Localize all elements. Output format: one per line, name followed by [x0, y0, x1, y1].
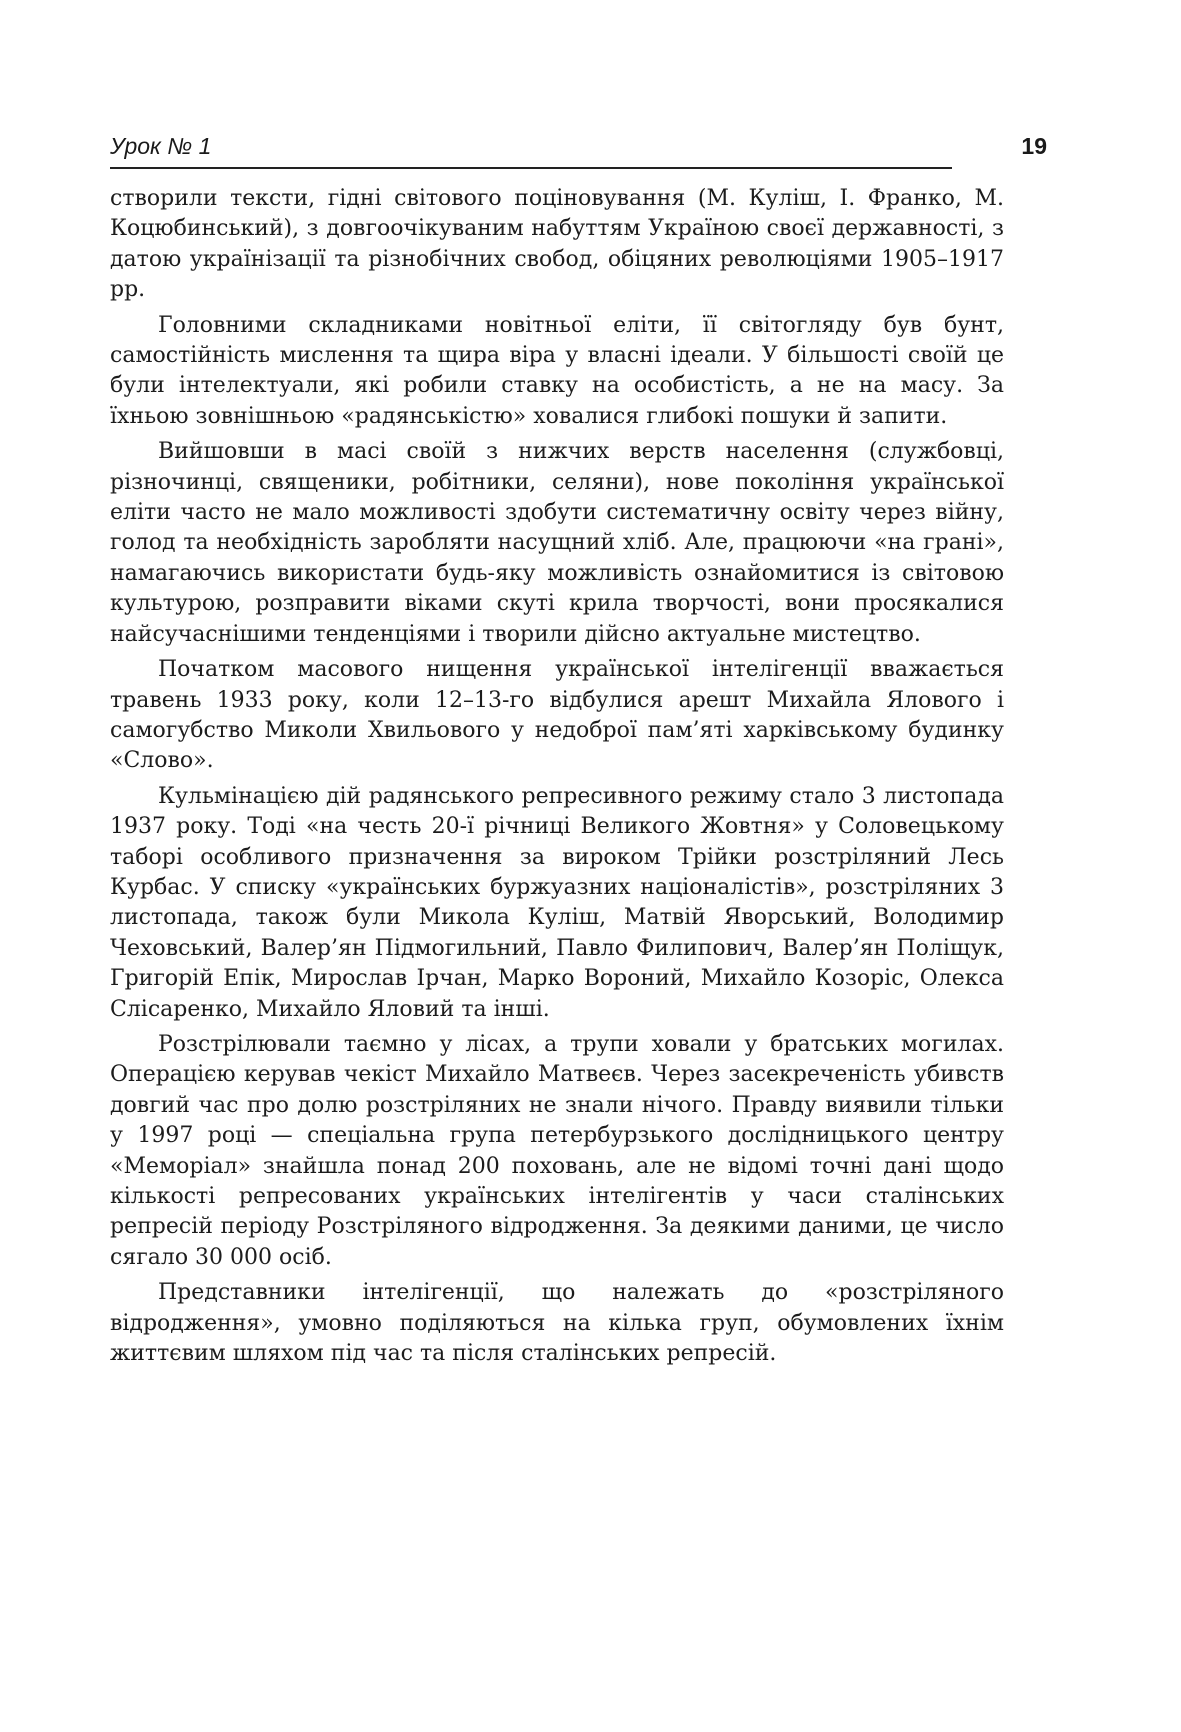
page-number: 19 — [1021, 133, 1047, 159]
paragraph: Представники інтелігенції, що належать до «розстріляного відродження», умовно поділяються на кілька груп, обумовлених їхнім життєвим шляхом під час та після сталінських репресій. — [110, 1280, 1004, 1367]
paragraph: створили тексти, гідні світового поціновування (М. Куліш, І. Франко, М. Коцюбинський), з довгоочікуваним набуттям Україною своєї державності, з датою українізації та різнобічних свобод, обіцяних революціями 1905–1917 рр. — [110, 186, 1004, 303]
header-divider — [110, 167, 952, 169]
lesson-label: Урок № 1 — [110, 133, 212, 159]
body-text — [110, 184, 1004, 1374]
paragraph: Кульмінацією дій радянського репресивного режиму стало 3 листопада 1937 року. Тоді «на честь 20-ї річниці Великого Жовтня» у Соловецькому таборі особливого призначення за вироком Трійки розстріляний Лесь Курбас. У списку «українських буржуазних націоналістів», розстріляних 3 листопада, також були Микола Куліш, Матвій Яворський, Володимир Чеховський, Валер’ян Підмогильний, Павло Филипович, Валер’ян Поліщук, Григорій Епік, Мирослав Ірчан, Марко Вороний, Михайло Козоріс, Олекса Слісаренко, Михайло Яловий та інші. — [110, 783, 1004, 1022]
paragraph: Вийшовши в масі своїй з нижчих верств населення (службовці, різночинці, священики, робітники, селяни), нове покоління української еліти часто не мало можливості здобути систематичну освіту через війну, голод та необхідність заробляти насущний хліб. Але, працюючи «на грані», намагаючись використати будь-яку можливість ознайомитися із світовою культурою, розправити віками скуті крила творчості, вони просякалися найсучаснішими тенденціями і творили дійсно актуальне мистецтво. — [110, 439, 1004, 647]
paragraph: Початком масового нищення української інтелігенції вважається травень 1933 року, коли 12–13-го відбулися арешт Михайла Ялового і самогубство Миколи Хвильового у недоброї пам’яті харківському будинку «Слово». — [110, 657, 1004, 774]
paragraph: Розстрілювали таємно у лісах, а трупи ховали у братських могилах. Операцією керував чекіст Михайло Матвеєв. Через засекреченість убивств довгий час про долю розстріляних не знали нічого. Правду виявили тільки у 1997 році — спеціальна група петербурзького дослідницького центру «Меморіал» знайшла понад 200 поховань, але не відомі точні дані щодо кількості репресованих українських інтелігентів у часи сталінських репресій періоду Розстріляного відродження. За деякими даними, це число сягало 30 000 осіб. — [110, 1031, 1004, 1270]
paragraph: Головними складниками новітньої еліти, її світогляду був бунт, самостійність мислення та щира віра у власні ідеали. У більшості своїй це були інтелектуали, які робили ставку на особистість, а не на масу. За їхньою зовнішньою «радянськістю» ховалися глибокі пошуки й запити. — [110, 312, 1004, 429]
